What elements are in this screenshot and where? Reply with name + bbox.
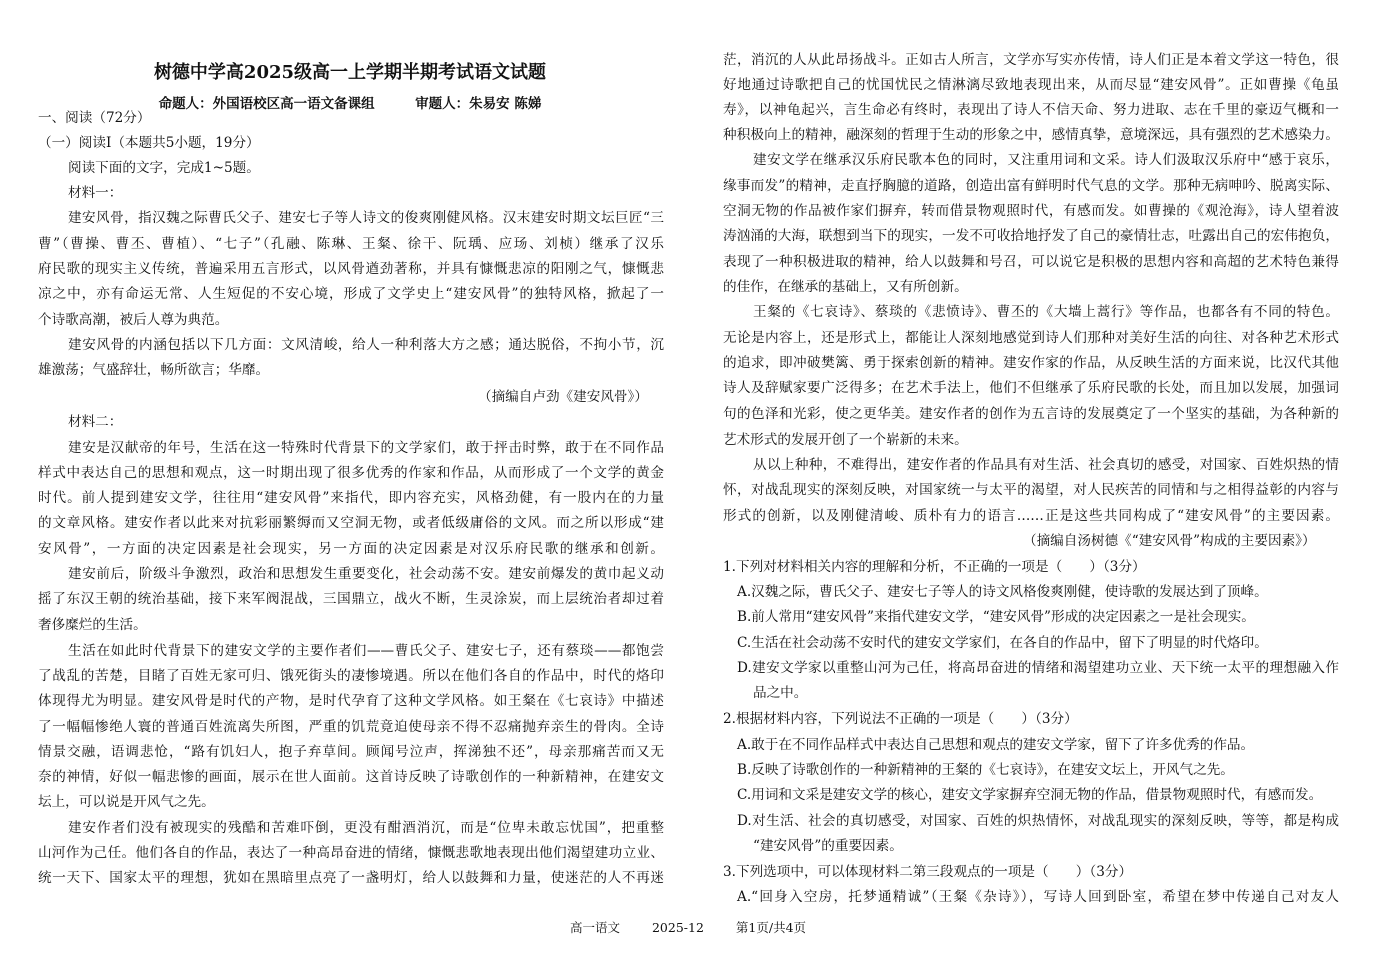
text-line: A.“回身入空房，托梦通精诚”（王粲《杂诗》），写诗人回到卧室，希望在梦中传递自己对友人 — [737, 889, 1339, 905]
text-line: 建安风骨的内涵包括以下几方面：文风清峻，给人一种利落大方之感；通达脱俗，不拘小节，沉 — [68, 337, 664, 353]
text-line: 情景交融，语调悲怆，“路有饥妇人，抱子弃草间。顾闻号泣声，挥涕独不还”，母亲那痛苦而又无 — [38, 744, 664, 760]
text-line: A.敢于在不同作品样式中表达自己思想和观点的建安文学家，留下了许多优秀的作品。 — [737, 737, 1255, 753]
text-line: C.用词和文采是建安文学的核心，建安文学家摒弃空洞无物的作品，借景物观照时代，有感而发。 — [737, 787, 1323, 803]
text-line: 的文章风格。建安作者以此来对抗彩丽繁缛而又空洞无物，或者低级庸俗的文风。而之所以形成“建 — [38, 515, 664, 531]
text-line: 摇了东汉王朝的统治基础，接下来军阀混战，三国鼎立，战火不断，生灵涂炭，而上层统治者却过着 — [38, 591, 664, 607]
text-line: 建安文学在继承汉乐府民歌本色的同时，又注重用词和文采。诗人们汲取汉乐府中“感于哀乐， — [753, 152, 1339, 168]
text-line: D.建安文学家以重整山河为己任，将高昂奋进的情绪和渴望建功立业、天下统一太平的理想融入作 — [737, 660, 1339, 676]
text-line: （摘编自汤树德《“建安风骨”构成的主要因素》） — [1023, 533, 1316, 549]
text-line: C.生活在社会动荡不安时代的建安文学家们，在各自的作品中，留下了明显的时代烙印。 — [737, 635, 1268, 651]
page-footer — [0, 918, 1376, 936]
text-line: 寿》，以神龟起兴，言生命必有终时，表现出了诗人不信天命、努力进取、志在千里的豪迈气概和一 — [723, 102, 1339, 118]
text-line: 空洞无物的作品被作家们摒弃，转而借景物观照时代，有感而发。如曹操的《观沧海》，诗人望着波 — [723, 203, 1339, 219]
exam-authors: 命题人：外国语校区高一语文备课组 审题人：朱易安 陈娣 — [158, 96, 542, 112]
text-line: 了战乱的苦楚，目睹了百姓无家可归、饿死街头的凄惨境遇。所以在他们各自的作品中，时代的烙印 — [38, 668, 664, 684]
text-line: 好地通过诗歌把自己的忧国忧民之情淋漓尽致地表现出来，从而尽显“建安风骨”。正如曹操《龟虽 — [723, 77, 1339, 93]
text-line: 安风骨”，一方面的决定因素是社会现实，另一方面的决定因素是对汉乐府民歌的继承和创新。 — [38, 541, 664, 557]
text-line: 时代。前人提到建安文学，往往用“建安风骨”来指代，即内容充实，风格劲健，有一股内在的力量 — [38, 490, 664, 506]
text-line: （一）阅读Ⅰ（本题共5小题，19分） — [38, 135, 260, 151]
text-line: 缘事而发”的精神，走直抒胸臆的道路，创造出富有鲜明时代气息的文学。那种无病呻吟、脱离实际、 — [723, 178, 1339, 194]
text-line: 表现了一种积极进取的精神，给人以鼓舞和号召，可以说它是积极的思想内容和高超的艺术特色兼得 — [723, 254, 1339, 270]
text-line: “建安风骨”的重要因素。 — [753, 838, 903, 854]
text-line: 阅读下面的文字，完成1~5题。 — [68, 160, 260, 176]
text-line: D.对生活、社会的真切感受，对国家、百姓的炽热情怀，对战乱现实的深刻反映，等等，都是构成 — [737, 813, 1339, 829]
text-line: 曹”（曹操、曹丕、曹植）、“七子”（孔融、陈琳、王粲、徐干、阮瑀、应玚、刘桢）继承了汉乐 — [38, 236, 664, 252]
text-line: 形式的创新，以及刚健清峻、质朴有力的语言……正是这些共同构成了“建安风骨”的主要因素。 — [723, 508, 1339, 524]
text-line: 奢侈糜烂的生活。 — [38, 617, 147, 633]
text-line: 个诗歌高潮，被后人尊为典范。 — [38, 312, 229, 328]
text-line: 材料一： — [68, 185, 123, 201]
text-line: （摘编自卢劲《建安风骨》） — [478, 389, 648, 405]
text-line: 坛上，可以说是开风气之先。 — [38, 794, 215, 810]
text-line: 了一幅幅惨绝人寰的普通百姓流离失所图，严重的饥荒竟迫使母亲不得不忍痛抛弃亲生的骨肉。全诗 — [38, 719, 664, 735]
text-line: 3.下列选项中，可以体现材料二第三段观点的一项是（ ）（3分） — [723, 864, 1133, 880]
text-line: B.反映了诗歌创作的一种新精神的王粲的《七哀诗》，在建安文坛上，开风气之先。 — [737, 762, 1234, 778]
text-line: 从以上种种，不难得出，建安作者的作品具有对生活、社会真切的感受，对国家、百姓炽热的情 — [753, 457, 1339, 473]
text-line: 一、阅读（72分） — [38, 110, 151, 126]
footer-page: 第1页/共4页 — [735, 920, 807, 935]
exam-title: 树德中学高2025级高一上学期半期考试语文试题 — [153, 62, 547, 83]
text-line: 品之中。 — [753, 685, 808, 701]
text-line: 茫，消沉的人从此昂扬战斗。正如古人所言，文学亦写实亦传情，诗人们正是本着文学这一特色，很 — [723, 52, 1339, 68]
text-line: 材料二： — [68, 414, 123, 430]
text-line: B.前人常用“建安风骨”来指代建安文学，“建安风骨”形成的决定因素之一是社会现实。 — [737, 609, 1255, 625]
footer-date: 2025-12 — [651, 920, 704, 935]
text-line: 的追求，即冲破樊篱、勇于探索创新的精神。建安作家的作品，从反映生活的方面来说，比汉代其他 — [723, 355, 1339, 371]
text-line: 建安前后，阶级斗争激烈，政治和思想发生重要变化，社会动荡不安。建安前爆发的黄巾起义动 — [68, 566, 664, 582]
text-line: 建安是汉献帝的年号，生活在这一特殊时代背景下的文学家们，敢于抨击时弊，敢于在不同作品 — [68, 440, 664, 456]
text-line: 句的色泽和光彩，使之更华美。建安作者的创作为五言诗的发展奠定了一个坚实的基础，为各种新的 — [723, 406, 1339, 422]
text-line: 的佳作，在继承的基础上，又有所创新。 — [723, 279, 968, 295]
text-line: 统一天下、国家太平的理想，犹如在黑暗里点亮了一盏明灯，给人以鼓舞和力量，使迷茫的人不再迷 — [38, 870, 664, 886]
text-line: 生活在如此时代背景下的建安文学的主要作者们——曹氏父子、建安七子，还有蔡琰——都饱尝 — [68, 643, 664, 659]
text-line: 无论是内容上，还是形式上，都能让人深刻地感觉到诗人们那种对美好生活的向往、对各种艺术形式 — [723, 330, 1339, 346]
text-line: 凉之中，亦有命运无常、人生短促的不安心境，形成了文学史上“建安风骨”的独特风格，掀起了一 — [38, 286, 664, 302]
text-line: 涛汹涌的大海，联想到当下的现实，一发不可收拾地抒发了自己的豪情壮志，吐露出自己的宏伟抱负， — [723, 228, 1339, 244]
text-line: 雄激荡；气盛辞壮，畅所欲言；华靡。 — [38, 362, 270, 378]
text-line: 怀，对战乱现实的深刻反映，对国家统一与太平的渴望，对人民疾苦的同情和与之相得益彰的内容与 — [723, 482, 1339, 498]
text-line: 奈的神情，好似一幅悲惨的画面，展示在世人面前。这首诗反映了诗歌创作的一种新精神，在建安文 — [38, 769, 664, 785]
text-line: 种积极向上的精神，融深刻的哲理于生动的形象之中，感情真挚，意境深远，具有强烈的艺术感染力。 — [723, 127, 1339, 143]
text-line: 诗人及辞赋家要广泛得多；在艺术手法上，他们不但继承了乐府民歌的长处，而且加以发展，加强词 — [723, 380, 1339, 396]
text-line: 艺术形式的发展开创了一个崭新的未来。 — [723, 432, 968, 448]
text-line: 建安作者们没有被现实的残酷和苦难吓倒，更没有酣酒消沉，而是“位卑未敢忘忧国”，把重整 — [68, 820, 664, 836]
text-line: 体现得尤为明显。建安风骨是时代的产物，是时代孕育了这种文学风格。如王粲在《七哀诗》中描述 — [38, 693, 664, 709]
text-line: 建安风骨，指汉魏之际曹氏父子、建安七子等人诗文的俊爽刚健风格。汉末建安时期文坛巨匠“三 — [68, 210, 664, 226]
footer-subject: 高一语文 — [569, 920, 620, 935]
text-line: 2.根据材料内容，下列说法不正确的一项是（ ）（3分） — [723, 711, 1078, 727]
text-line: 样式中表达自己的思想和观点，这一时期出现了很多优秀的作家和作品，从而形成了一个文学的黄金 — [38, 465, 664, 481]
text-line: A.汉魏之际，曹氏父子、建安七子等人的诗文风格俊爽刚健，使诗歌的发展达到了顶峰。 — [737, 584, 1268, 600]
text-line: 1.下列对材料相关内容的理解和分析，不正确的一项是（ ）（3分） — [723, 559, 1146, 575]
text-line: 王粲的《七哀诗》、蔡琰的《悲愤诗》、曹丕的《大墙上蒿行》等作品，也都各有不同的特色。 — [753, 304, 1339, 320]
text-line: 府民歌的现实主义传统，普遍采用五言形式，以风骨遒劲著称，并具有慷慨悲凉的阳刚之气，慷慨悲 — [38, 261, 664, 277]
text-line: 山河作为己任。他们各自的作品，表达了一种高昂奋进的情绪，慷慨悲歌地表现出他们渴望建功立业、 — [38, 845, 664, 861]
